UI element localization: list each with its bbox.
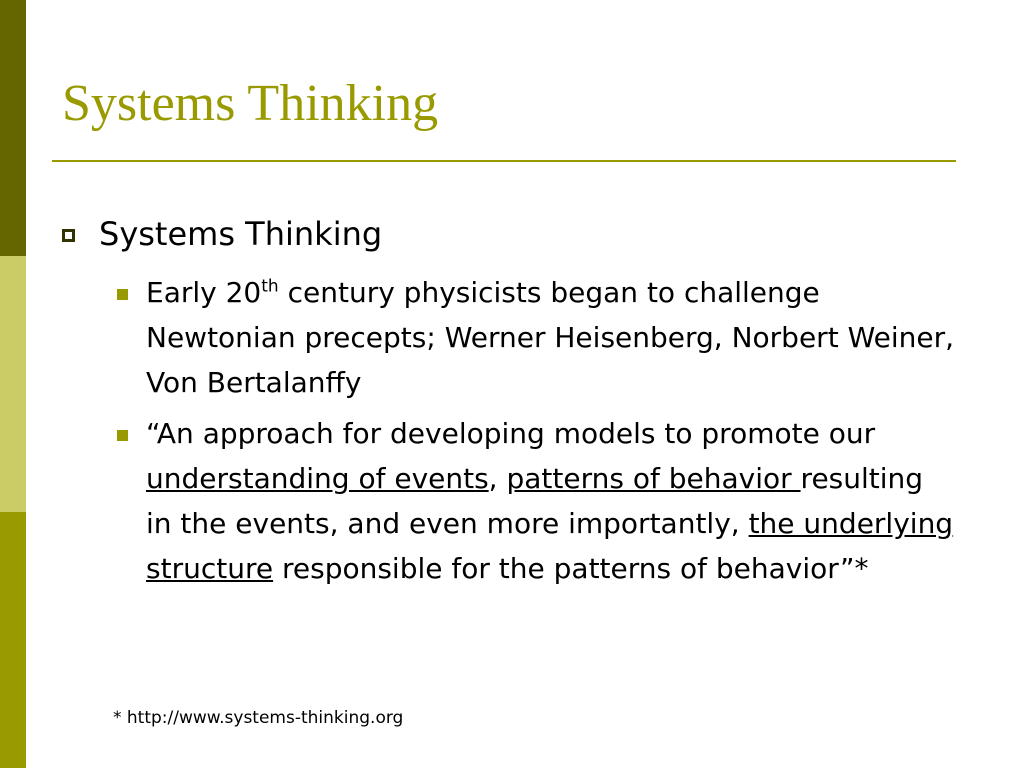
bullet-level1 [62,212,962,256]
slide-body [62,212,962,591]
footnote-source: * http://www.systems-thinking.org [113,708,404,728]
bullet-item-text [146,411,957,591]
bullet-item-quote [117,411,957,591]
bullet-item-physicists [117,270,957,405]
side-bar-top [0,0,26,256]
bullet-level1-text: Systems Thinking [99,215,383,253]
solid-square-bullet-icon [117,289,128,300]
bullet-item-text [146,270,957,405]
underlined-patterns-of-behavior: patterns of behavior [506,462,801,495]
title-divider [52,160,956,162]
slide-title: Systems Thinking [62,75,439,132]
side-bar-bottom [0,512,26,768]
item2-text-3: resulting in the events, and even more importantly, [146,462,924,540]
superscript-th: th [261,276,279,297]
item1-text-start: Early 20 [146,276,262,309]
item2-text-1: “An approach for developing models to promote our [146,417,876,450]
underlined-understanding-of-events: understanding of events [146,462,489,495]
solid-square-bullet-icon [117,430,128,441]
item1-text-end: century physicists began to challenge Newtonian precepts; Werner Heisenberg, Norbert Weiner, Von Bertalanffy [146,276,955,399]
item2-text-4: responsible for the patterns of behavior”* [273,552,869,585]
side-bar-middle [0,256,26,512]
underlined-underlying-structure: the underlying structure [146,507,954,585]
item2-text-2: , [488,462,507,495]
hollow-square-bullet-icon [62,229,75,242]
